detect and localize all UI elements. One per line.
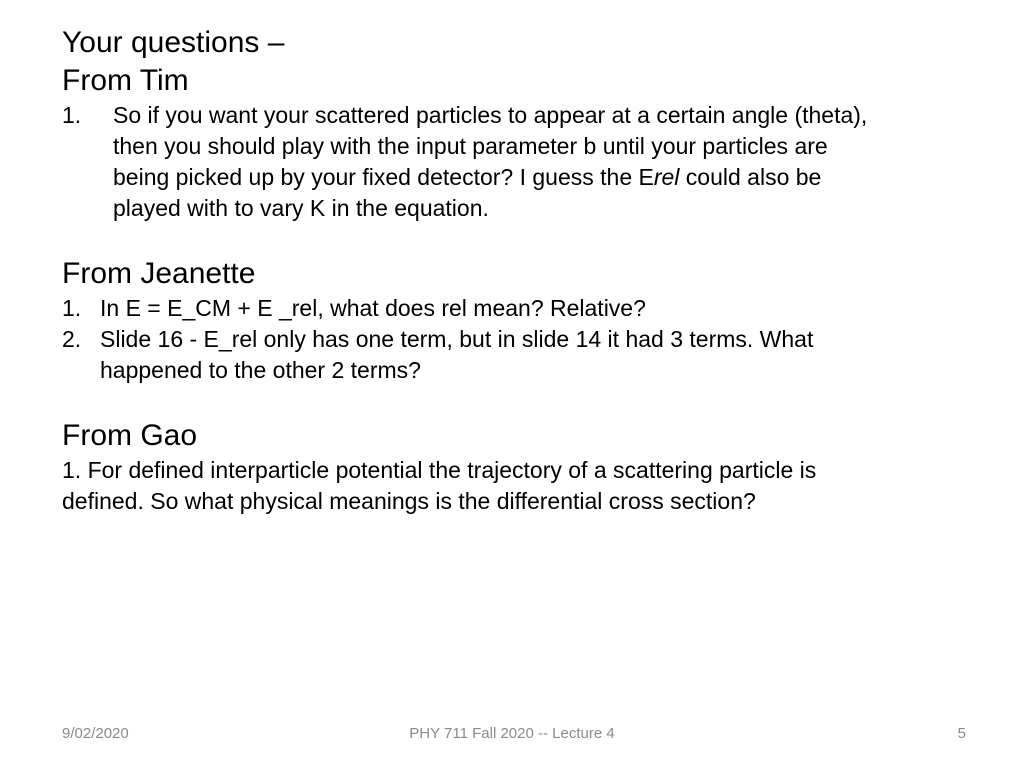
footer-date: 9/02/2020	[62, 725, 129, 742]
text-line	[113, 162, 982, 193]
text-line: In E = E_CM + E _rel, what does rel mean? Relative?	[100, 295, 646, 321]
section-gap	[62, 386, 982, 417]
list-item-text	[100, 324, 982, 386]
gao-question-line: defined. So what physical meanings is the differential cross section?	[62, 488, 756, 514]
text-line: then you should play with the input parameter b until your particles are	[113, 133, 828, 159]
list-item-text	[100, 293, 982, 324]
list-item-text	[113, 100, 982, 224]
list-item-number: 2.	[62, 326, 82, 352]
text-run: being picked up by your fixed detector? I guess the E	[113, 164, 654, 190]
text-line: happened to the other 2 terms?	[100, 357, 421, 383]
list-item	[62, 324, 982, 386]
text-line: played with to vary K in the equation.	[113, 195, 489, 221]
jeanette-question-list	[62, 293, 982, 386]
gao-question-line: 1. For defined interparticle potential the trajectory of a scattering particle is	[62, 457, 817, 483]
text-line: Slide 16 - E_rel only has one term, but in slide 14 it had 3 terms. What	[100, 326, 814, 352]
page-number: 5	[957, 725, 966, 742]
tim-question-list	[62, 100, 982, 224]
italic-rel: rel	[653, 164, 680, 190]
text-line: So if you want your scattered particles to appear at a certain angle (theta),	[113, 102, 868, 128]
section-gap	[62, 224, 982, 255]
gao-heading: From Gao	[62, 419, 198, 452]
footer-title: PHY 711 Fall 2020 -- Lecture 4	[409, 725, 615, 742]
jeanette-heading: From Jeanette	[62, 257, 256, 290]
slide-content	[62, 24, 982, 517]
list-item-number: 1.	[62, 102, 82, 128]
list-item	[62, 293, 982, 324]
text-run: could also be	[679, 164, 822, 190]
questions-heading: Your questions –	[62, 26, 285, 59]
tim-heading: From Tim	[62, 64, 189, 97]
list-item-number: 1.	[62, 295, 82, 321]
list-item	[62, 100, 982, 224]
